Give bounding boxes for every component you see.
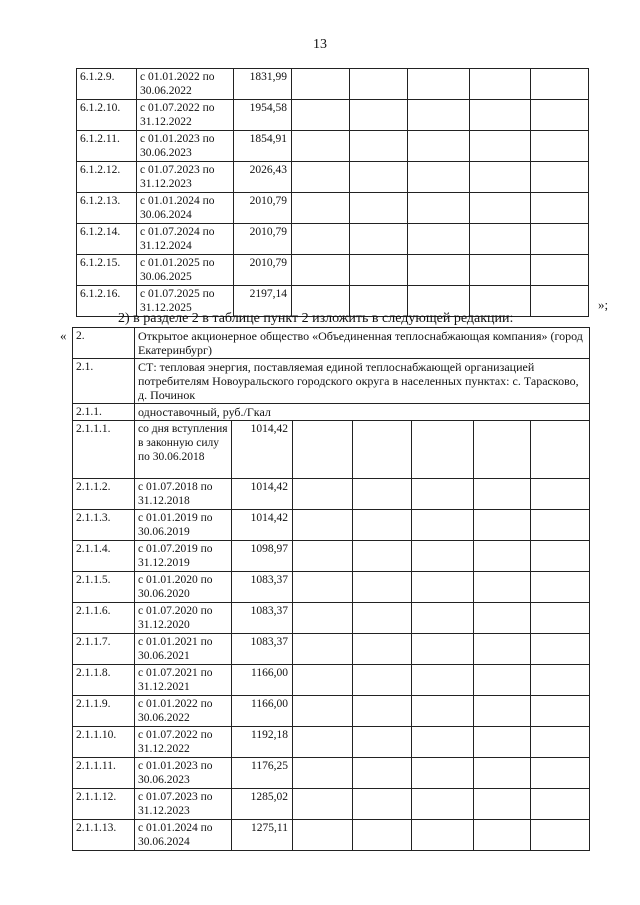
empty-cell — [474, 541, 531, 572]
empty-cell — [474, 665, 531, 696]
empty-cell — [474, 696, 531, 727]
empty-cell — [531, 820, 590, 851]
empty-cell — [292, 162, 350, 193]
merged-heading: одноставочный, руб./Гкал — [135, 404, 590, 421]
empty-cell — [408, 131, 470, 162]
table-row — [77, 255, 589, 286]
table-header-row — [73, 404, 590, 421]
empty-cell — [474, 572, 531, 603]
row-value: 1854,91 — [234, 131, 292, 162]
quote-open-mark: « — [60, 328, 67, 343]
empty-cell — [470, 255, 531, 286]
empty-cell — [408, 255, 470, 286]
row-code: 6.1.2.16. — [77, 286, 137, 317]
row-value: 1285,02 — [232, 789, 293, 820]
empty-cell — [531, 162, 589, 193]
empty-cell — [531, 193, 589, 224]
row-value: 2010,79 — [234, 255, 292, 286]
empty-cell — [292, 193, 350, 224]
row-code: 2.1.1.13. — [73, 820, 135, 851]
table-row — [73, 789, 590, 820]
row-period: с 01.01.2023 по 30.06.2023 — [135, 758, 232, 789]
table-row — [77, 162, 589, 193]
row-period: с 01.01.2022 по 30.06.2022 — [135, 696, 232, 727]
table-row — [73, 421, 590, 479]
row-code: 2.1.1.8. — [73, 665, 135, 696]
empty-cell — [412, 510, 474, 541]
empty-cell — [531, 69, 589, 100]
table-row — [73, 634, 590, 665]
row-period: с 01.07.2022 по 31.12.2022 — [135, 727, 232, 758]
row-code: 2.1. — [73, 359, 135, 404]
empty-cell — [293, 665, 353, 696]
empty-cell — [353, 510, 412, 541]
empty-cell — [293, 479, 353, 510]
row-value: 1166,00 — [232, 696, 293, 727]
empty-cell — [293, 572, 353, 603]
row-code: 6.1.2.14. — [77, 224, 137, 255]
empty-cell — [353, 421, 412, 479]
empty-cell — [412, 541, 474, 572]
row-value: 2010,79 — [234, 193, 292, 224]
empty-cell — [531, 255, 589, 286]
empty-cell — [531, 286, 589, 317]
page-number: 13 — [313, 37, 327, 52]
row-code: 2.1.1.6. — [73, 603, 135, 634]
empty-cell — [531, 789, 590, 820]
row-code: 6.1.2.13. — [77, 193, 137, 224]
empty-cell — [293, 820, 353, 851]
empty-cell — [470, 224, 531, 255]
empty-cell — [353, 572, 412, 603]
empty-cell — [412, 789, 474, 820]
empty-cell — [474, 479, 531, 510]
empty-cell — [292, 224, 350, 255]
row-period: с 01.07.2025 по 31.12.2025 — [137, 286, 234, 317]
empty-cell — [474, 758, 531, 789]
empty-cell — [412, 758, 474, 789]
table-row — [73, 541, 590, 572]
row-code: 2.1.1.2. — [73, 479, 135, 510]
empty-cell — [292, 255, 350, 286]
row-code: 2. — [73, 328, 135, 359]
table-row — [77, 131, 589, 162]
empty-cell — [474, 634, 531, 665]
table-row — [73, 665, 590, 696]
row-code: 6.1.2.9. — [77, 69, 137, 100]
row-code: 2.1.1.1. — [73, 421, 135, 479]
table-row — [73, 479, 590, 510]
row-period: с 01.01.2021 по 30.06.2021 — [135, 634, 232, 665]
row-period: с 01.01.2024 по 30.06.2024 — [135, 820, 232, 851]
tariff-table-section-6 — [76, 68, 589, 317]
empty-cell — [353, 758, 412, 789]
merged-heading: СТ: тепловая энергия, поставляемая единой теплоснабжающей организацией потребителям Новоуральского городского округа в населенных пунктах: с. Тарасково, д. Починок — [135, 359, 590, 404]
empty-cell — [474, 727, 531, 758]
row-code: 2.1.1.9. — [73, 696, 135, 727]
table-row — [73, 727, 590, 758]
empty-cell — [412, 479, 474, 510]
row-value: 1014,42 — [232, 421, 293, 479]
empty-cell — [408, 100, 470, 131]
empty-cell — [531, 479, 590, 510]
empty-cell — [350, 100, 408, 131]
row-period: со дня вступления в законную силу по 30.06.2018 — [135, 421, 232, 479]
table-row — [73, 758, 590, 789]
empty-cell — [412, 696, 474, 727]
empty-cell — [350, 193, 408, 224]
row-code: 2.1.1.11. — [73, 758, 135, 789]
row-value: 1954,58 — [234, 100, 292, 131]
table-row — [77, 193, 589, 224]
empty-cell — [293, 541, 353, 572]
row-code: 2.1.1.12. — [73, 789, 135, 820]
row-value: 1083,37 — [232, 603, 293, 634]
row-period: с 01.01.2024 по 30.06.2024 — [137, 193, 234, 224]
empty-cell — [353, 820, 412, 851]
row-code: 2.1.1.5. — [73, 572, 135, 603]
empty-cell — [293, 758, 353, 789]
empty-cell — [293, 603, 353, 634]
row-period: с 01.01.2023 по 30.06.2023 — [137, 131, 234, 162]
row-value: 1275,11 — [232, 820, 293, 851]
table-header-row — [73, 328, 590, 359]
row-period: с 01.07.2020 по 31.12.2020 — [135, 603, 232, 634]
table-row — [73, 820, 590, 851]
empty-cell — [353, 727, 412, 758]
row-value: 2010,79 — [234, 224, 292, 255]
empty-cell — [408, 224, 470, 255]
row-period: с 01.07.2021 по 31.12.2021 — [135, 665, 232, 696]
empty-cell — [531, 541, 590, 572]
empty-cell — [531, 634, 590, 665]
empty-cell — [408, 69, 470, 100]
table-row — [73, 510, 590, 541]
row-period: с 01.07.2018 по 31.12.2018 — [135, 479, 232, 510]
row-period: с 01.01.2025 по 30.06.2025 — [137, 255, 234, 286]
empty-cell — [474, 789, 531, 820]
empty-cell — [408, 162, 470, 193]
table-row — [73, 696, 590, 727]
empty-cell — [292, 131, 350, 162]
row-code: 2.1.1.3. — [73, 510, 135, 541]
empty-cell — [412, 820, 474, 851]
empty-cell — [353, 789, 412, 820]
row-value: 1014,42 — [232, 479, 293, 510]
empty-cell — [408, 193, 470, 224]
empty-cell — [350, 224, 408, 255]
empty-cell — [531, 572, 590, 603]
row-value: 1083,37 — [232, 572, 293, 603]
empty-cell — [353, 479, 412, 510]
empty-cell — [531, 727, 590, 758]
row-period: с 01.07.2024 по 31.12.2024 — [137, 224, 234, 255]
empty-cell — [470, 162, 531, 193]
row-code: 6.1.2.12. — [77, 162, 137, 193]
row-value: 1098,97 — [232, 541, 293, 572]
empty-cell — [293, 727, 353, 758]
tariff-table-section-2 — [72, 327, 590, 851]
row-code: 2.1.1.7. — [73, 634, 135, 665]
table-row — [73, 572, 590, 603]
empty-cell — [412, 421, 474, 479]
empty-cell — [292, 100, 350, 131]
empty-cell — [412, 665, 474, 696]
empty-cell — [531, 510, 590, 541]
empty-cell — [531, 665, 590, 696]
empty-cell — [353, 665, 412, 696]
empty-cell — [412, 634, 474, 665]
table-row — [77, 100, 589, 131]
empty-cell — [292, 69, 350, 100]
row-code: 2.1.1.10. — [73, 727, 135, 758]
empty-cell — [470, 100, 531, 131]
row-value: 1176,25 — [232, 758, 293, 789]
empty-cell — [353, 696, 412, 727]
empty-cell — [470, 193, 531, 224]
table-end-mark: »; — [598, 297, 609, 312]
instruction-text: 2) в разделе 2 в таблице пункт 2 изложить в следующей редакции: — [118, 311, 514, 326]
row-period: с 01.01.2019 по 30.06.2019 — [135, 510, 232, 541]
table-row — [73, 603, 590, 634]
empty-cell — [470, 131, 531, 162]
empty-cell — [293, 634, 353, 665]
empty-cell — [293, 789, 353, 820]
empty-cell — [350, 162, 408, 193]
row-code: 6.1.2.10. — [77, 100, 137, 131]
row-value: 1014,42 — [232, 510, 293, 541]
empty-cell — [474, 510, 531, 541]
row-value: 2026,43 — [234, 162, 292, 193]
row-code: 2.1.1.4. — [73, 541, 135, 572]
row-period: с 01.07.2019 по 31.12.2019 — [135, 541, 232, 572]
empty-cell — [531, 100, 589, 131]
row-code: 6.1.2.11. — [77, 131, 137, 162]
empty-cell — [350, 255, 408, 286]
row-code: 6.1.2.15. — [77, 255, 137, 286]
table-row — [77, 69, 589, 100]
row-value: 1083,37 — [232, 634, 293, 665]
empty-cell — [531, 224, 589, 255]
empty-cell — [350, 69, 408, 100]
row-period: с 01.07.2023 по 31.12.2023 — [137, 162, 234, 193]
empty-cell — [293, 421, 353, 479]
empty-cell — [353, 634, 412, 665]
empty-cell — [353, 541, 412, 572]
empty-cell — [531, 696, 590, 727]
empty-cell — [353, 603, 412, 634]
empty-cell — [474, 421, 531, 479]
row-period: с 01.01.2020 по 30.06.2020 — [135, 572, 232, 603]
empty-cell — [531, 131, 589, 162]
empty-cell — [412, 727, 474, 758]
table-row — [77, 224, 589, 255]
row-value: 2197,14 — [234, 286, 292, 317]
empty-cell — [293, 696, 353, 727]
row-value: 1831,99 — [234, 69, 292, 100]
empty-cell — [531, 603, 590, 634]
row-value: 1166,00 — [232, 665, 293, 696]
table-header-row — [73, 359, 590, 404]
empty-cell — [470, 69, 531, 100]
empty-cell — [293, 510, 353, 541]
empty-cell — [474, 603, 531, 634]
row-code: 2.1.1. — [73, 404, 135, 421]
row-value: 1192,18 — [232, 727, 293, 758]
empty-cell — [350, 131, 408, 162]
row-period: с 01.07.2022 по 31.12.2022 — [137, 100, 234, 131]
empty-cell — [474, 820, 531, 851]
empty-cell — [531, 758, 590, 789]
empty-cell — [412, 603, 474, 634]
empty-cell — [531, 421, 590, 479]
merged-heading: Открытое акционерное общество «Объединенная теплоснабжающая компания» (город Екатеринбург) — [135, 328, 590, 359]
row-period: с 01.01.2022 по 30.06.2022 — [137, 69, 234, 100]
row-period: с 01.07.2023 по 31.12.2023 — [135, 789, 232, 820]
empty-cell — [412, 572, 474, 603]
